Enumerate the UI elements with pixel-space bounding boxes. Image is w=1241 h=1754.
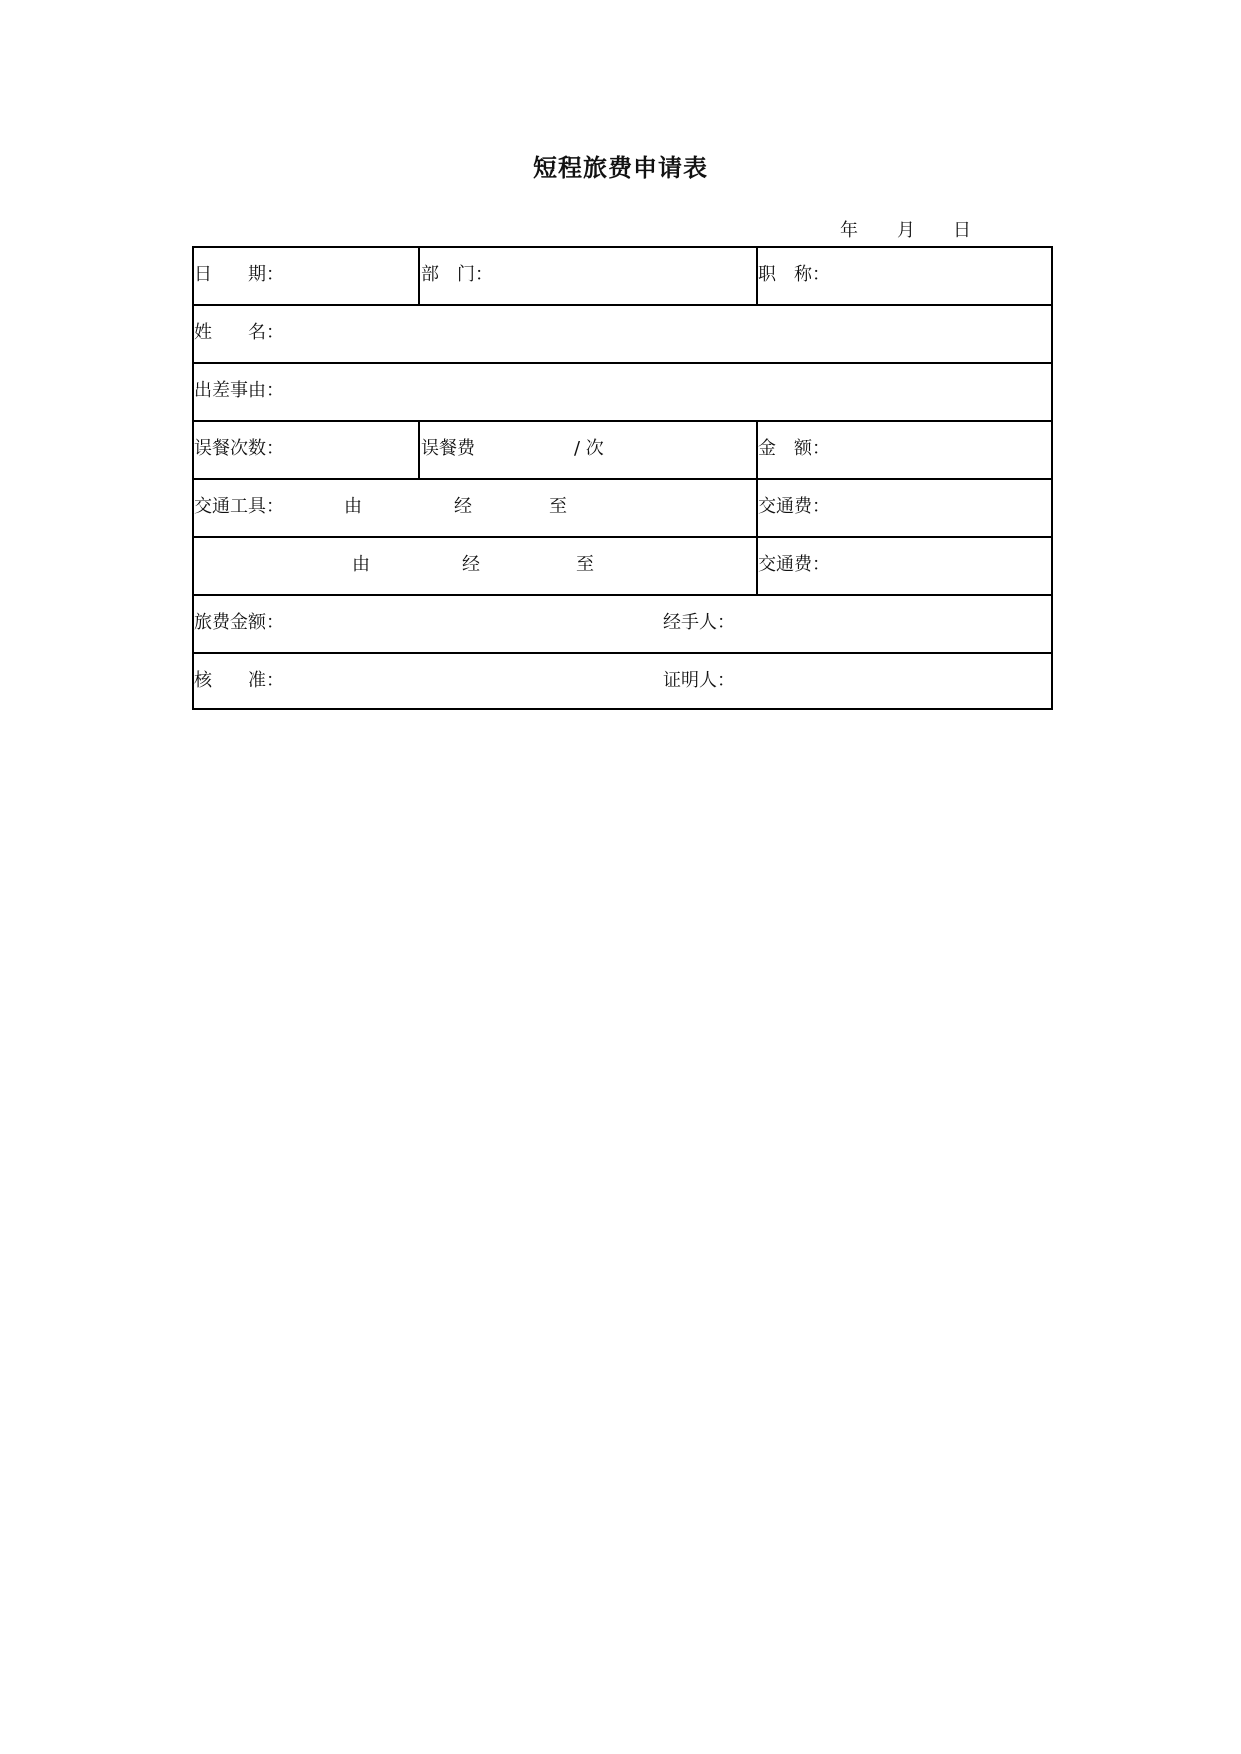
row-divider [192,362,1053,364]
job-title-label: 职 称： [758,264,830,285]
row-divider [192,652,1053,654]
page-title: 短程旅费申请表 [533,153,708,182]
row-divider [192,594,1053,596]
transport-fee-label: 交通费： [758,496,830,517]
row-divider [192,478,1053,480]
form-border-top [192,246,1053,248]
witness-label: 证明人： [663,670,735,691]
row-divider [192,420,1053,422]
col-divider [418,246,420,304]
per-times-label: / 次 [574,438,604,459]
approval-label: 核 准： [194,670,284,691]
missed-meal-fee-label: 误餐费 [421,438,475,459]
route-from-label: 由 [344,496,362,517]
form-border-bottom [192,708,1053,710]
date-month-label: 月 [897,220,915,241]
route-from-label: 由 [352,554,370,575]
travel-amount-label: 旅费金额： [194,612,284,633]
date-year-label: 年 [840,220,858,241]
row-divider [192,536,1053,538]
col-divider [418,420,420,478]
department-label: 部 门： [421,264,493,285]
travel-expense-form [192,246,1053,710]
date-day-label: 日 [953,220,971,241]
trip-reason-label: 出差事由： [194,380,284,401]
handler-label: 经手人： [663,612,735,633]
name-label: 姓 名： [194,322,284,343]
route-to-label: 至 [576,554,594,575]
route-via-label: 经 [462,554,480,575]
route-to-label: 至 [549,496,567,517]
date-label: 日 期： [194,264,284,285]
missed-meal-count-label: 误餐次数： [194,438,284,459]
transport-tool-label: 交通工具： [194,496,284,517]
transport-fee-label: 交通费： [758,554,830,575]
row-divider [192,304,1053,306]
route-via-label: 经 [454,496,472,517]
amount-label: 金 额： [758,438,830,459]
